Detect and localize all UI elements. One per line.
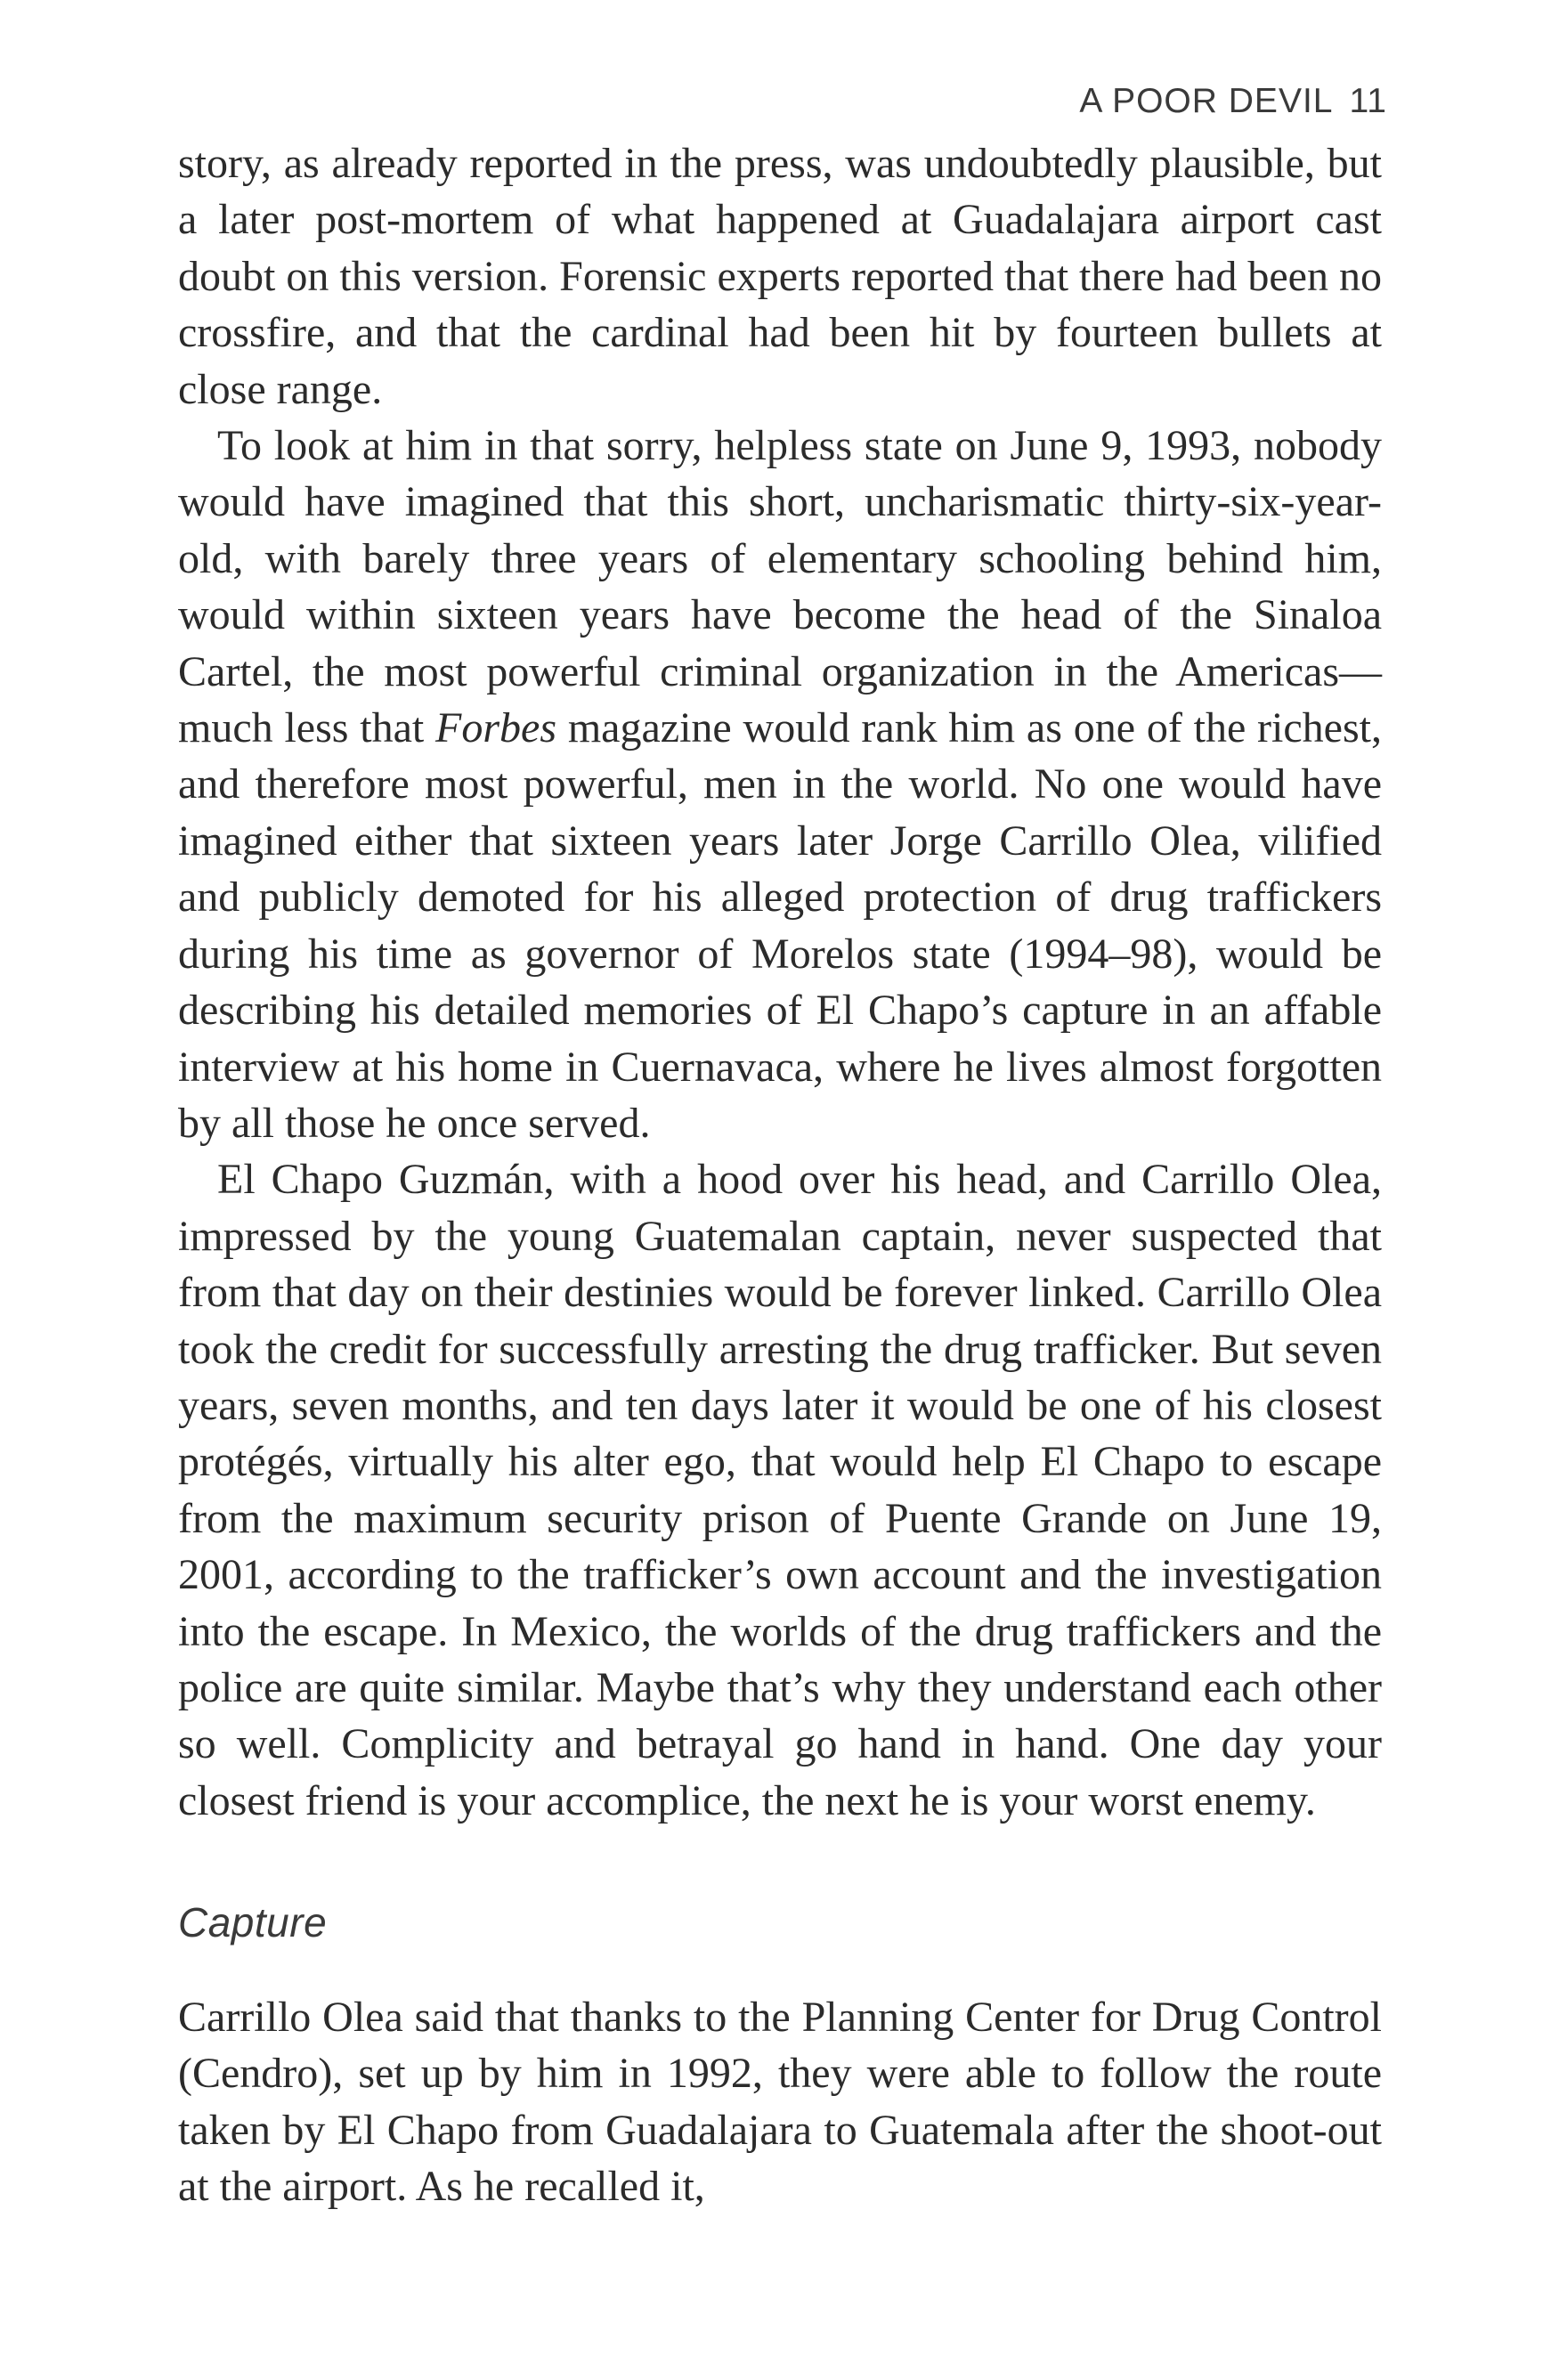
paragraph-destinies-linked: El Chapo Guzmán, with a hood over his head, and Carrillo Olea, impressed by the young Guatemalan captain, never suspected that from that day on their destinies would be forever linked. Carrillo Olea took the credit for successfully arresting the drug trafficker. But seven years, seven months, and ten days later it would be one of his closest protégés, virtually his alter ego, that would help El Chapo to escape from the maximum security prison of Puente Grande on June 19, 2001, according to the trafficker’s own account and the investigation into the escape. In Mexico, the worlds of the drug traffickers and the police are quite similar. Maybe that’s why they understand each other so well. Complicity and betrayal go hand in hand. One day your closest friend is your accomplice, the next he is your worst enemy. xyxy=(178,1156,1382,1824)
paragraph-chapo-rise xyxy=(178,418,1382,1151)
section-heading-capture: Capture xyxy=(178,1899,328,1945)
running-head xyxy=(1068,82,1387,121)
paragraph-text-end: magazine would rank him as one of the richest, and therefore most powerful, men in the world. No one would have imagined either that sixteen years later Jorge Carrillo Olea, vilified and publicly demoted for his alleged protection of drug traffickers during his time as governor of Morelos state (1994–98), would be describing his detailed memories of El Chapo’s capture in an affable interview at his home in Cuernavaca, where he lives almost forgotten by all those he once served. xyxy=(178,704,1382,1147)
running-head-title: A POOR DEVIL xyxy=(1079,82,1334,120)
section-text xyxy=(178,1989,1382,2215)
paragraph-continuation: story, as already reported in the press, was undoubtedly plausible, but a later post-mortem of what happened at Guadalajara airport cast doubt on this version. Forensic experts reported that there had been no crossfire, and that the cardinal had been hit by fourteen bullets at close range. xyxy=(178,140,1382,413)
page-number: 11 xyxy=(1349,82,1387,120)
main-text xyxy=(178,135,1382,1829)
paragraph-text-start: To look at him in that sorry, helpless state on June 9, 1993, nobody would have imagined that this short, uncharismatic thirty-six-year-old, with barely three years of elementary schooling behind him, would within sixteen years have become the head of the Sinaloa Cartel, the most powerful criminal organization in the Americas—much less that xyxy=(178,422,1382,752)
paragraph-cendro: Carrillo Olea said that thanks to the Planning Center for Drug Control (Cendro), set up by him in 1992, they were able to follow the route taken by El Chapo from Guadalajara to Guatemala after the shoot-out at the airport. As he recalled it, xyxy=(178,1994,1382,2211)
forbes-italic: Forbes xyxy=(435,704,557,752)
